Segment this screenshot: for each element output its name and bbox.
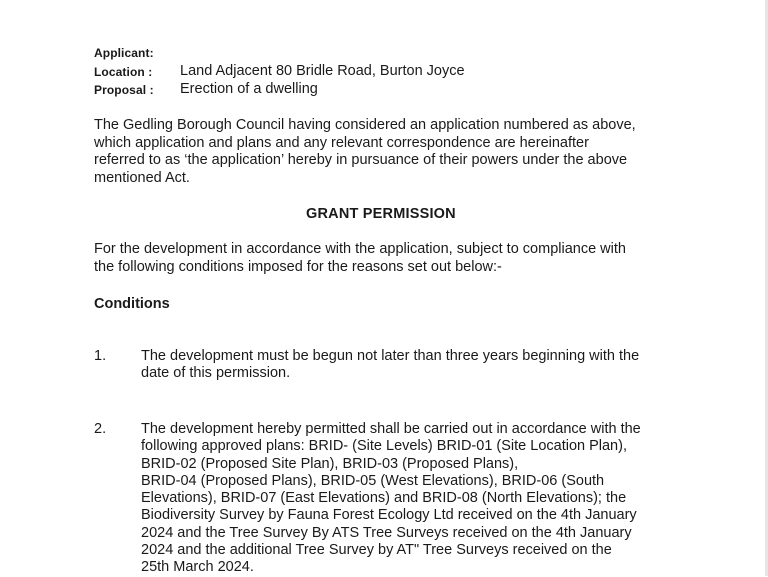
condition-line: 25th March 2024.: [141, 559, 254, 576]
condition-number: 1.: [94, 348, 107, 364]
condition-text: [141, 348, 639, 383]
location-label: Location :: [94, 65, 153, 79]
intro-paragraph: [94, 117, 636, 187]
condition-line: The development must be begun not later than three years beginning with the: [141, 348, 640, 364]
condition-line: Elevations), BRID-07 (East Elevations) and BRID-08 (North Elevations); the: [141, 490, 627, 507]
intro-line: which application and plans and any relevant correspondence are hereinafter: [94, 134, 589, 151]
conditions-heading: Conditions: [94, 296, 170, 312]
development-line: the following conditions imposed for the reasons set out below:-: [94, 258, 502, 275]
condition-line: following approved plans: BRID- (Site Levels) BRID-01 (Site Location Plan),: [141, 438, 627, 455]
intro-line: mentioned Act.: [94, 169, 190, 186]
condition-line: Biodiversity Survey by Fauna Forest Ecology Ltd received on the 4th January: [141, 507, 637, 524]
intro-line: The Gedling Borough Council having considered an application numbered as above,: [94, 117, 636, 133]
applicant-label: Applicant:: [94, 46, 154, 60]
location-value: Land Adjacent 80 Bridle Road, Burton Joyce: [180, 63, 465, 79]
proposal-label: Proposal :: [94, 83, 154, 97]
condition-line: BRID-02 (Proposed Site Plan), BRID-03 (Proposed Plans),: [141, 455, 519, 472]
intro-line: referred to as ‘the application’ hereby in pursuance of their powers under the above: [94, 152, 628, 168]
development-paragraph: [94, 241, 626, 276]
condition-number: 2.: [94, 421, 107, 437]
condition-line: BRID-04 (Proposed Plans), BRID-05 (West Elevations), BRID-06 (South: [141, 472, 605, 489]
decision-heading: GRANT PERMISSION: [306, 206, 456, 222]
condition-text: [141, 421, 641, 577]
development-line: For the development in accordance with the application, subject to compliance with: [94, 241, 626, 257]
condition-line: 2024 and the additional Tree Survey by AT" Tree Surveys received on the: [141, 542, 612, 559]
condition-line: The development hereby permitted shall be carried out in accordance with the: [141, 421, 641, 437]
proposal-value: Erection of a dwelling: [180, 81, 318, 97]
condition-line: date of this permission.: [141, 365, 291, 382]
condition-line: 2024 and the Tree Survey By ATS Tree Surveys received on the 4th January: [141, 524, 632, 541]
